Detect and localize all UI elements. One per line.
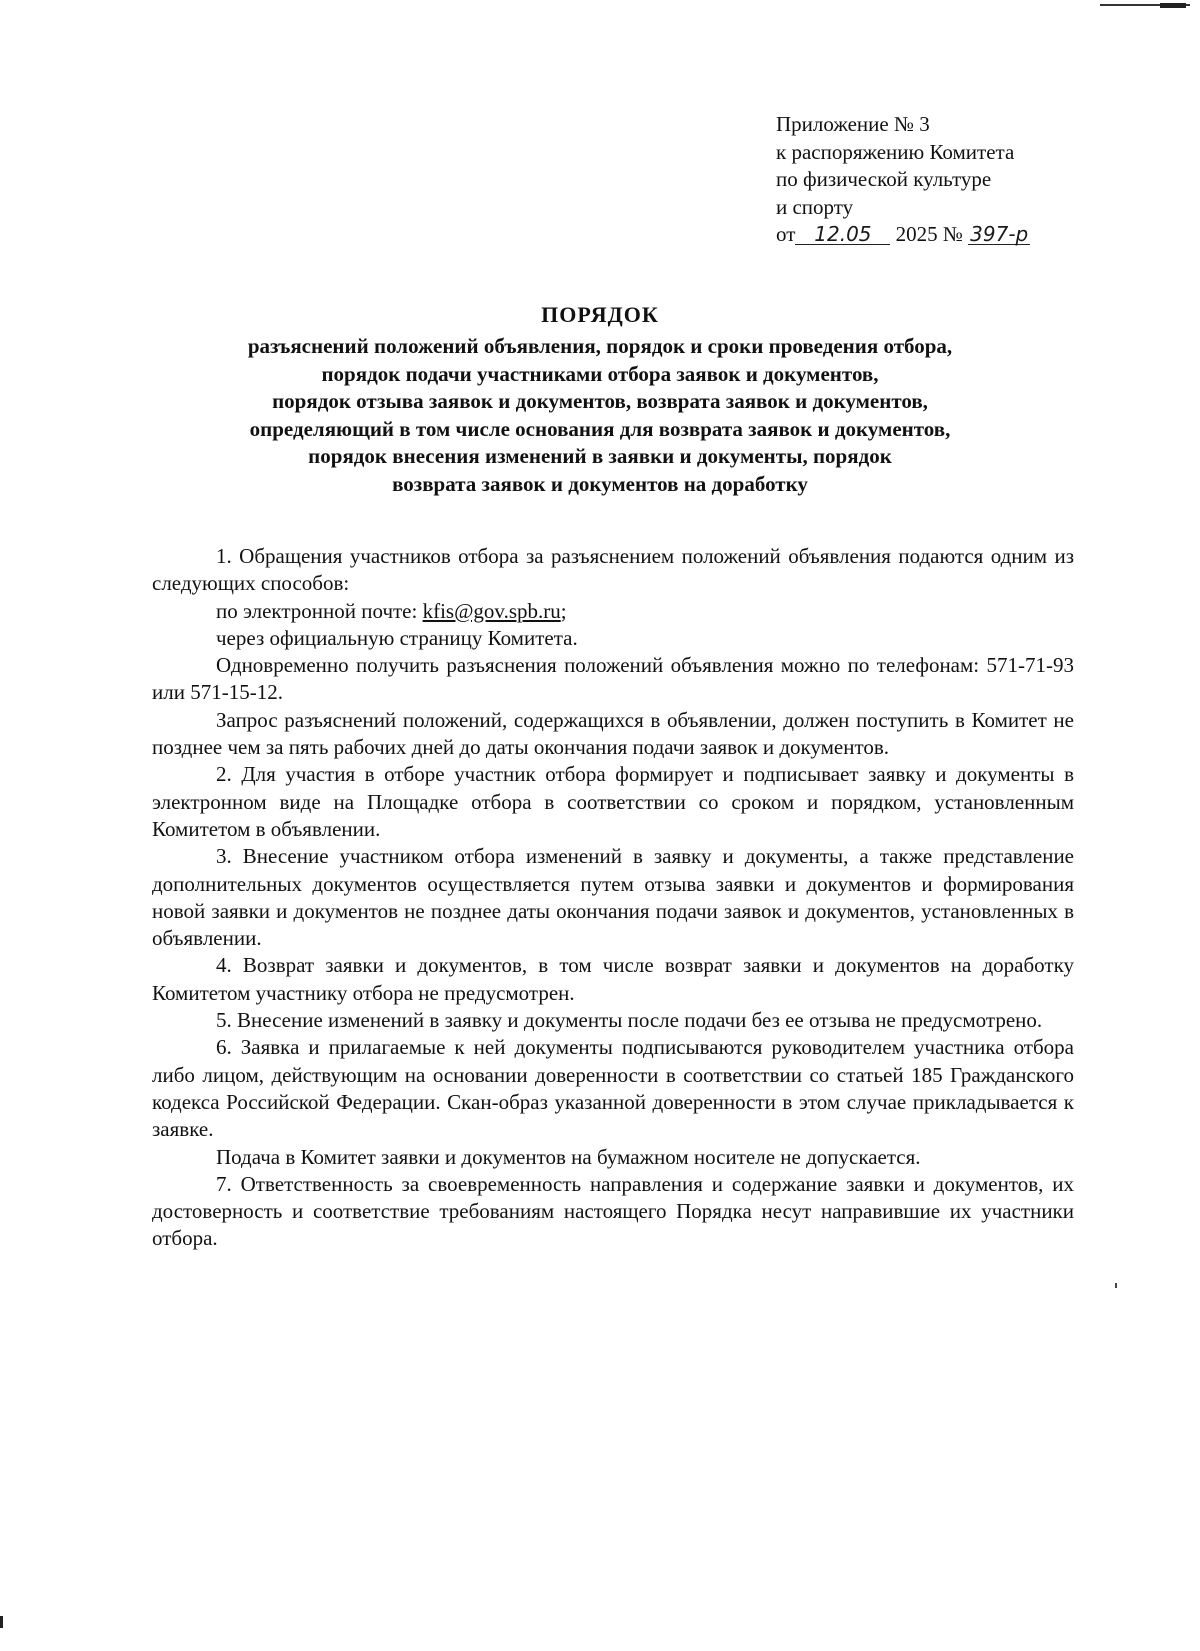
paragraph-5: 5. Внесение изменений в заявку и документы после подачи без ее отзыва не предусмотрено. bbox=[216, 1008, 1043, 1033]
appendix-header bbox=[776, 111, 1030, 249]
appendix-line-3: по физической культуре bbox=[776, 167, 992, 191]
title-line-6: возврата заявок и документов на доработку bbox=[392, 471, 808, 496]
email-suffix: ; bbox=[560, 598, 567, 623]
year-number-label: 2025 № bbox=[895, 222, 963, 246]
paragraph-7: 7. Ответственность за своевременность направления и содержание заявки и документов, их достоверность и соответствие требованиям настоящего Порядка несут направившие их участники отбора. bbox=[152, 1171, 1074, 1251]
appendix-line-4: и спорту bbox=[776, 194, 854, 219]
appendix-date-line bbox=[776, 221, 1030, 249]
scan-artifact-top-mark bbox=[1160, 3, 1186, 8]
appendix-line-2: к распоряжению Комитета bbox=[776, 139, 1015, 164]
document-title bbox=[170, 300, 1030, 498]
paragraph-official-page: через официальную страницу Комитета. bbox=[216, 625, 578, 650]
paragraph-phones: Одновременно получить разъяснения положений объявления можно по телефонам: 571-71-93 или 571-15-12. bbox=[152, 653, 1074, 705]
paragraph-1: 1. Обращения участников отбора за разъяснением положений объявления подаются одним из следующих способов: bbox=[152, 544, 1074, 596]
paragraph-email bbox=[152, 598, 1074, 625]
email-link[interactable]: kfis@gov.spb.ru bbox=[422, 598, 561, 623]
title-line-5: порядок внесения изменений в заявки и документы, порядок bbox=[308, 444, 892, 468]
document-body bbox=[152, 543, 1074, 1253]
paragraph-3: 3. Внесение участником отбора изменений в заявку и документы, а также представление дополнительных документов осуществляется путем отзыва заявки и документов и формирования новой заявки и документов не позднее даты окончания подачи заявок и документов, установленных в объявлении. bbox=[152, 844, 1074, 951]
handwritten-date: 12.05 bbox=[795, 224, 890, 245]
scan-artifact-left-mark bbox=[0, 1616, 3, 1628]
paragraph-request-deadline: Запрос разъяснений положений, содержащихся в объявлении, должен поступить в Комитет не позднее чем за пять рабочих дней до даты окончания подачи заявок и документов. bbox=[152, 707, 1074, 760]
title-main: ПОРЯДОК bbox=[541, 302, 659, 327]
paragraph-2: 2. Для участия в отборе участник отбора формирует и подписывает заявку и документы в электронном виде на Площадке отбора в соответствии со сроком и порядком, установленным Комитетом в объявлении. bbox=[152, 762, 1074, 841]
paragraph-6: 6. Заявка и прилагаемые к ней документы подписываются руководителем участника отбора либо лицом, действующим на основании доверенности в соответствии со статьей 185 Гражданского кодекса Российской Федерации. Скан-образ указанной доверенности в этом случае прикладывается к заявке. bbox=[152, 1035, 1074, 1142]
paragraph-paper-submission: Подача в Комитет заявки и документов на бумажном носителе не допускается. bbox=[216, 1144, 921, 1169]
date-prefix: от bbox=[776, 222, 796, 246]
appendix-line-1: Приложение № 3 bbox=[776, 112, 930, 136]
title-line-3: порядок отзыва заявок и документов, возврата заявок и документов, bbox=[272, 389, 928, 413]
title-line-4: определяющий в том числе основания для возврата заявок и документов, bbox=[249, 416, 951, 441]
title-line-2: порядок подачи участниками отбора заявок и документов, bbox=[321, 361, 879, 386]
title-line-1: разъяснений положений объявления, порядок и сроки проведения отбора, bbox=[247, 334, 953, 358]
scan-artifact-dot bbox=[1115, 1283, 1117, 1288]
paragraph-4: 4. Возврат заявки и документов, в том числе возврат заявки и документов на доработку Комитетом участнику отбора не предусмотрен. bbox=[152, 953, 1074, 1005]
handwritten-number: 397-р bbox=[970, 222, 1029, 246]
email-prefix: по электронной почте: bbox=[216, 598, 423, 623]
